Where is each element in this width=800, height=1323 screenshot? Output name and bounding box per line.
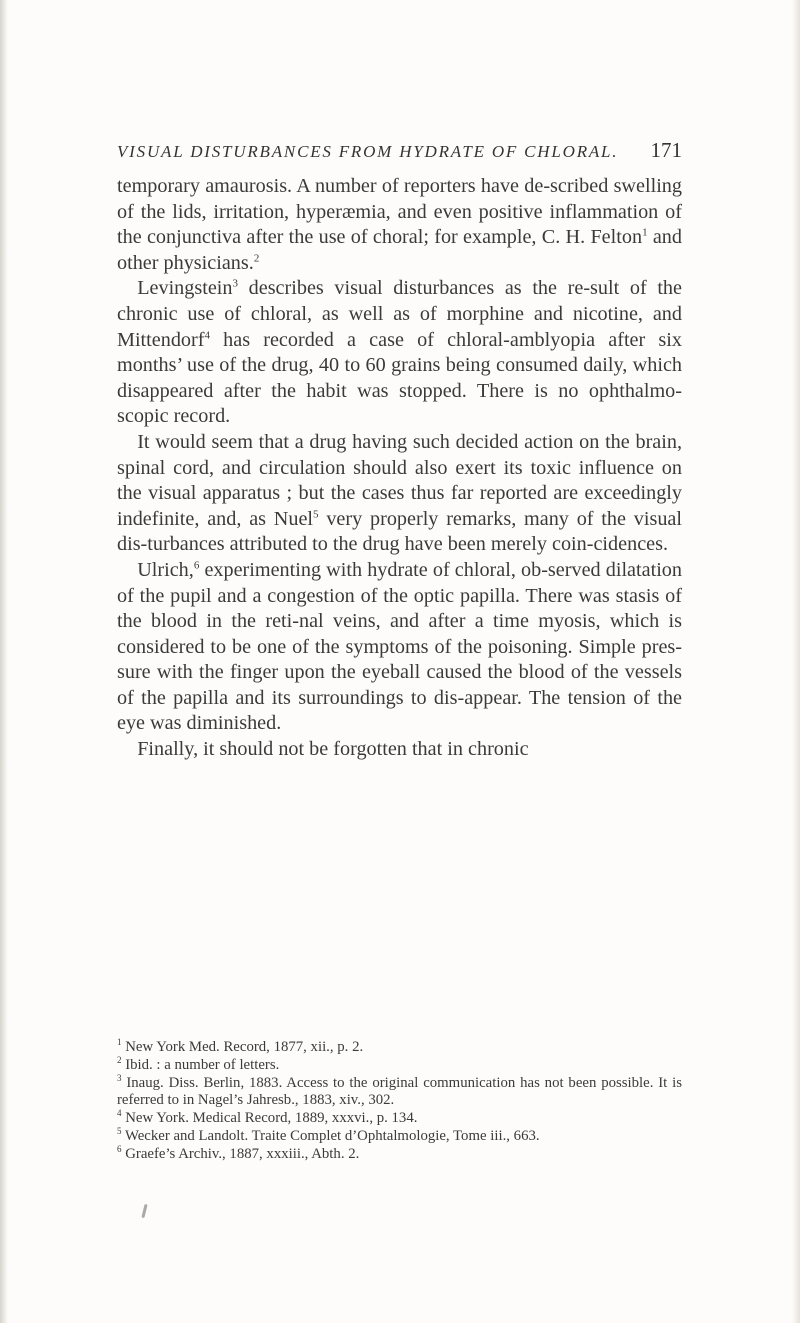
paragraph-3-text-a: It would seem that a drug having such decided action on the brain, spinal cord, and circulation should also exert its toxic influence on the visual apparatus ; but the cases thus far reported are exceedingly indefinite, and, as Nuel [117,430,682,530]
body-text [117,174,682,763]
footnote-6-number: 6 [117,1143,122,1154]
footnote-2 [117,1054,682,1075]
paragraph-3 [117,430,682,558]
page-edge-shadow-right [792,0,800,1323]
footnote-6-text: Graefe’s Archiv., 1887, xxxiii., Abth. 2. [125,1145,360,1162]
paragraph-3-text-b: very properly remarks, many of the visual dis-turbances attributed to the drug have been merely coin-cidences. [117,507,682,556]
footnote-ref-4: 4 [204,328,210,341]
footnote-4-text: New York. Medical Record, 1889, xxxvi., p. 134. [125,1110,418,1127]
footnote-1-text: New York Med. Record, 1877, xii., p. 2. [125,1039,364,1055]
paragraph-1 [117,174,682,276]
footnote-5-text: Wecker and Landolt. Traite Complet d’Ophtalmologie, Tome iii., 663. [124,1127,540,1144]
footnote-ref-2: 2 [253,252,260,265]
footnote-3-number: 3 [117,1072,122,1083]
paragraph-2-text-a: Levingstein [137,277,233,300]
paragraph-1-text: temporary amaurosis. A number of reporters have de-scribed swelling of the lids, irritation, hyperæmia, and even positive inflammation of the conjunctiva after the use of choral; for example, C. H. Felton [117,175,682,249]
footnotes [117,1039,682,1164]
footnote-6 [117,1143,682,1164]
paragraph-2 [117,276,682,430]
ink-speck [141,1204,147,1218]
footnote-4 [117,1110,682,1128]
footnote-ref-3: 3 [232,277,238,290]
footnote-2-number: 2 [117,1054,122,1065]
footnote-1-number: 1 [117,1037,122,1048]
footnote-ref-1: 1 [642,226,648,239]
footnote-3 [117,1072,683,1111]
footnote-3-text: Inaug. Diss. Berlin, 1883. Access to the original communication has not been possible. It is referred to in Nagel’s Jahresb., 1883, xiv., 302. [117,1074,683,1109]
page-edge-shadow-left [0,0,8,1323]
footnote-ref-5: 5 [313,507,319,520]
page-number: 171 [650,138,682,162]
footnote-2-text: Ibid. : a number of letters. [125,1056,280,1073]
paragraph-5-text: Finally, it should not be forgotten that in chronic [137,738,529,761]
paragraph-2-text-c: has recorded a case of chloral-amblyopia after six months’ use of the drug, 40 to 60 grains being consumed daily, which disappeared after the habit was stopped. There is no ophthalmo-scopic record. [117,328,682,428]
paragraph-4 [117,558,682,737]
footnote-5 [117,1128,682,1146]
footnote-4-number: 4 [117,1108,122,1119]
paragraph-2-text-b: describes visual disturbances as the re-sult of the chronic use of chloral, as well as of morphine and nicotine, and Mittendorf [117,277,682,351]
footnote-5-number: 5 [117,1126,122,1137]
footnote-ref-6: 6 [193,559,200,572]
running-header [117,138,682,163]
footnote-1 [117,1039,682,1057]
paragraph-4-text-b: experimenting with hydrate of chloral, ob-served dilatation of the pupil and a congestion of the optic papilla. There was stasis of the blood in the reti-nal veins, and after a time myosis, which is considered to be one of the symptoms of the poisoning. Simple pres-sure with the finger upon the eyeball caused the blood of the vessels of the papilla and its surroundings to dis-appear. The tension of the eye was diminished. [117,558,682,735]
paragraph-5 [117,737,682,763]
paragraph-1-text-cont: and other physicians. [117,226,682,274]
running-title: VISUAL DISTURBANCES FROM HYDRATE OF CHLORAL. [117,142,619,161]
paragraph-4-text-a: Ulrich, [137,558,194,581]
